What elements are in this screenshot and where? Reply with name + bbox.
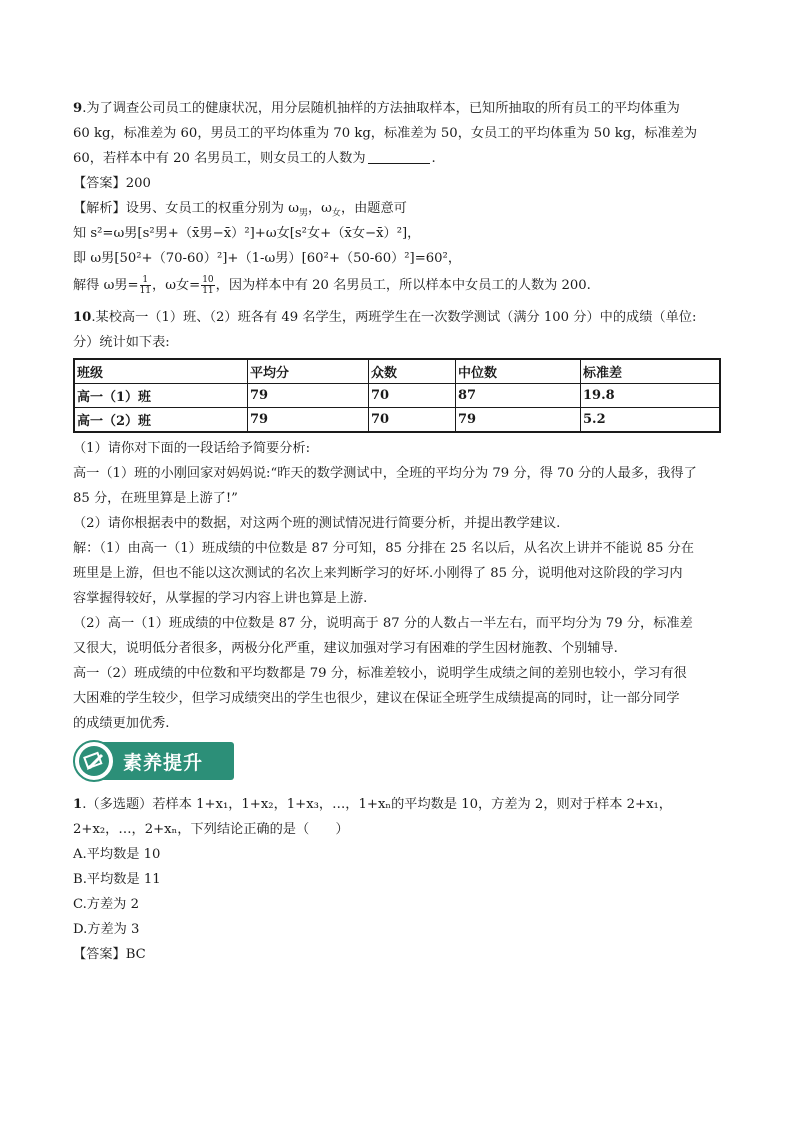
q10-p11: 大困难的学生较少，但学习成绩突出的学生也很少，建议在保证全班学生成绩提高的同时，让一部分同学 [73,691,680,706]
table-cell: 79 [248,384,369,408]
q10-p2: 高一（1）班的小刚回家对妈妈说:“昨天的数学测试中，全班的平均分为 79 分，得 70 分的人最多，我得了 [73,466,697,481]
mq1-number: 1 [73,797,83,812]
header-cell: 众数 [369,359,456,384]
q9-analysis-4: 解得 ω男= $\frac{1}{11}$ ，ω女= $\frac{10}{11}$ ，因为样本中有 20 名男员工，所以样本中女员工的人数为 200. [73,275,591,296]
q10-p3: 85 分，在班里算是上游了!” [73,491,238,506]
table-cell: 79 [248,408,369,433]
option-c: C.方差为 2 [73,897,139,912]
banner-title: 素养提升 [123,752,204,774]
q9-analysis-2: 知 s²=ω男[s²男+（x̄男−x̄）²]+ω女[s²女+（x̄女−x̄）²]， [73,226,421,241]
q10-p7: 容掌握得较好，从掌握的学习内容上讲也算是上游. [73,591,368,606]
pencil-book-icon [79,746,109,776]
table-header-row [74,359,720,384]
q10-p8: （2）高一（1）班成绩的中位数是 87 分，说明高于 87 分的人数占一半左右，而平均分为 79 分，标准差 [73,616,693,631]
table-cell: 79 [456,408,581,433]
q10-p12: 的成绩更加优秀. [73,716,170,731]
table-cell: 高一（1）班 [74,384,248,408]
q10-p5: 解：（1）由高一（1）班成绩的中位数是 87 分可知，85 分排在 25 名以后，从名次上讲并不能说 85 分在 [73,541,694,556]
q10-intro-1: 10.某校高一（1）班、（2）班各有 49 名学生，两班学生在一次数学测试（满分 100 分）中的成绩（单位: [73,310,697,325]
header-cell: 标准差 [581,359,721,384]
q9-line-1: 9.为了调查公司员工的健康状况，用分层随机抽样的方法抽取样本，已知所抽取的所有员工的平均体重为 [73,101,680,116]
table-cell: 70 [369,384,456,408]
q10-p10: 高一（2）班成绩的中位数和平均数都是 79 分，标准差较小，说明学生成绩之间的差别也较小，学习有很 [73,666,687,681]
mq1-line-1: 1.（多选题）若样本 1+x₁，1+x₂，1+x₃，…，1+xₙ的平均数是 10，方差为 2，则对于样本 2+x₁， [73,797,672,812]
q9-analysis-3: 即 ω男[50²+（70-60）²]+（1-ω男）[60²+（50-60）²]=60²， [73,251,462,266]
table-cell: 70 [369,408,456,433]
section-banner [73,740,723,784]
q9-line-2: 60 kg，标准差为 60，男员工的平均体重为 70 kg，标准差为 50，女员工的平均体重为 50 kg，标准差为 [73,126,698,141]
table-cell: 5.2 [581,408,721,433]
mq1-answer: 【答案】BC [73,947,146,962]
banner-badge [73,740,115,782]
q10-intro-2: 分）统计如下表: [73,335,170,350]
q10-number: 10 [73,310,92,325]
mq1-line-2: 2+x₂，…，2+xₙ，下列结论正确的是（ ） [73,822,349,837]
table-cell: 19.8 [581,384,721,408]
table-cell: 高一（2）班 [74,408,248,433]
q10-p6: 班里是上游，但也不能以这次测试的名次上来判断学习的好坏.小刚得了 85 分，说明他对这阶段的学习内 [73,566,683,581]
table-cell: 87 [456,384,581,408]
table-row [74,408,720,433]
document-page [73,96,723,967]
header-cell: 平均分 [248,359,369,384]
answer-blank [368,149,430,164]
option-a: A.平均数是 10 [73,847,161,862]
q9-line-3: 60，若样本中有 20 名男员工，则女员工的人数为 . [73,151,436,166]
q10-p4: （2）请你根据表中的数据，对这两个班的测试情况进行简要分析，并提出教学建议. [73,516,561,531]
option-b: B.平均数是 11 [73,872,161,887]
scores-table [73,358,721,433]
header-cell: 中位数 [456,359,581,384]
header-cell: 班级 [74,359,248,384]
q9-number: 9 [73,101,83,116]
table-row [74,384,720,408]
q10-p9: 又很大，说明低分者很多，两极分化严重，建议加强对学习有困难的学生因材施教、个别辅导. [73,641,618,656]
q9-answer: 【答案】200 [73,176,151,191]
fraction-ten-elevenths: $\frac{10}{11}$ [202,275,214,296]
q10-p1: （1）请你对下面的一段话给予简要分析: [73,441,311,456]
option-d: D.方差为 3 [73,922,140,937]
fraction-one-eleventh: $\frac{1}{11}$ [139,275,152,296]
q9-analysis-1: 【解析】设男、女员工的权重分别为 $\omega_男$，$\omega_女$，由题意可 [73,201,407,219]
